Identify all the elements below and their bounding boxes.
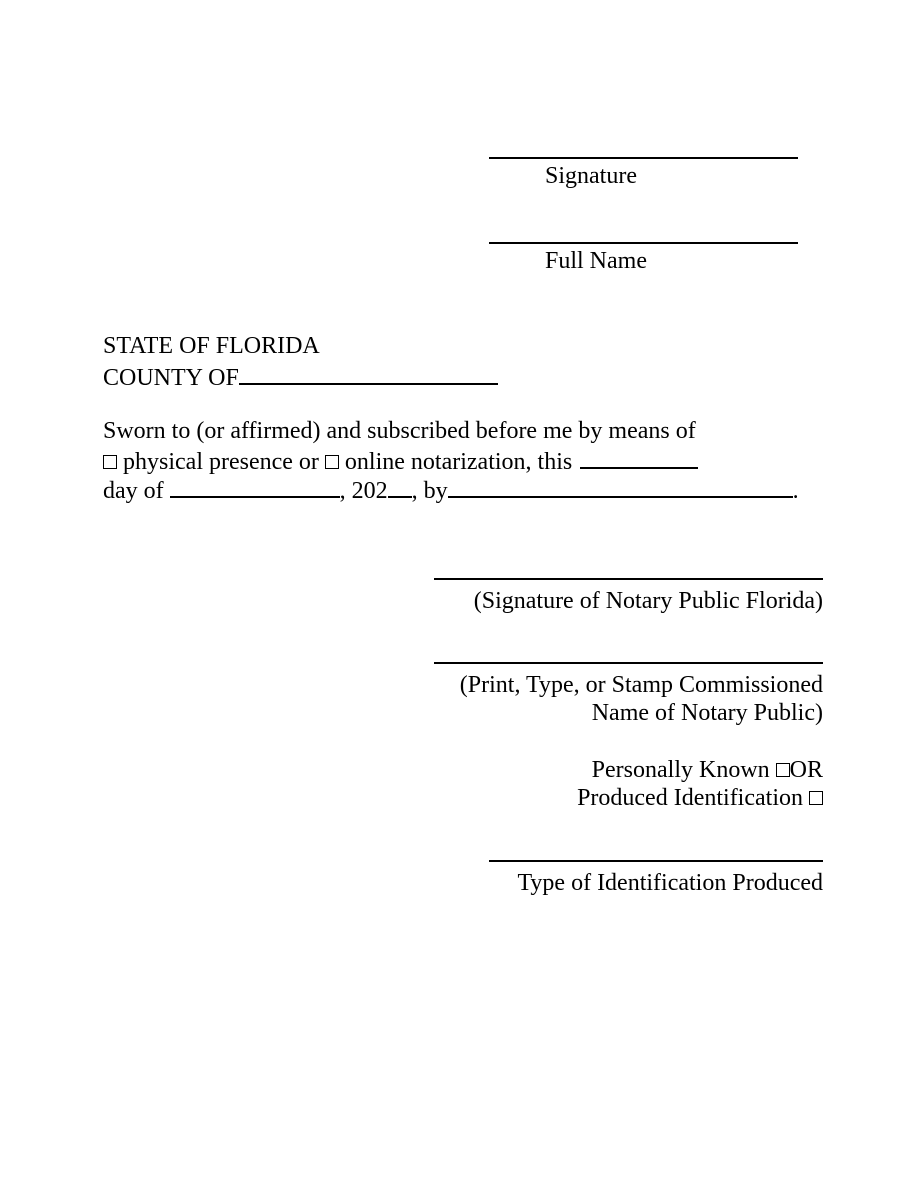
signer-name-blank[interactable] bbox=[448, 476, 793, 498]
physical-presence-label: physical presence or bbox=[123, 449, 319, 475]
produced-identification-label: Produced Identification bbox=[577, 785, 803, 811]
state-heading: STATE OF FLORIDA bbox=[103, 333, 320, 359]
full-name-line[interactable] bbox=[489, 242, 798, 244]
jurat-period: . bbox=[792, 478, 799, 504]
day-of-label: day of bbox=[103, 478, 164, 504]
month-blank[interactable] bbox=[170, 476, 340, 498]
notary-name-label-line-1: (Print, Type, or Stamp Commissioned bbox=[459, 672, 823, 698]
personally-known-row bbox=[592, 758, 823, 782]
notary-name-line[interactable] bbox=[434, 662, 823, 664]
produced-identification-row bbox=[577, 786, 823, 810]
personally-known-label: Personally Known bbox=[591, 757, 770, 783]
notary-signature-line[interactable] bbox=[434, 578, 823, 580]
jurat-line-3 bbox=[103, 476, 799, 503]
notary-name-label-line-2: Name of Notary Public) bbox=[591, 700, 823, 726]
produced-identification-checkbox[interactable] bbox=[809, 791, 823, 805]
year-prefix: , 202 bbox=[339, 478, 388, 504]
signature-line[interactable] bbox=[489, 157, 798, 159]
signature-label: Signature bbox=[545, 163, 637, 189]
day-blank[interactable] bbox=[580, 447, 698, 469]
id-type-label: Type of Identification Produced bbox=[517, 870, 823, 896]
county-blank[interactable] bbox=[239, 363, 498, 385]
or-label: OR bbox=[789, 757, 823, 783]
by-label: , by bbox=[411, 478, 448, 504]
year-blank[interactable] bbox=[388, 476, 412, 498]
jurat-line-2 bbox=[103, 447, 698, 474]
county-line bbox=[103, 363, 498, 390]
online-notarization-label: online notarization, this bbox=[344, 449, 573, 475]
physical-presence-checkbox[interactable] bbox=[103, 455, 117, 469]
id-type-line[interactable] bbox=[489, 860, 823, 862]
notary-signature-label: (Signature of Notary Public Florida) bbox=[473, 588, 823, 614]
online-notarization-checkbox[interactable] bbox=[325, 455, 339, 469]
jurat-line-1: Sworn to (or affirmed) and subscribed before me by means of bbox=[103, 418, 696, 444]
full-name-label: Full Name bbox=[545, 248, 647, 274]
personally-known-checkbox[interactable] bbox=[776, 763, 790, 777]
county-label: COUNTY OF bbox=[103, 365, 239, 391]
